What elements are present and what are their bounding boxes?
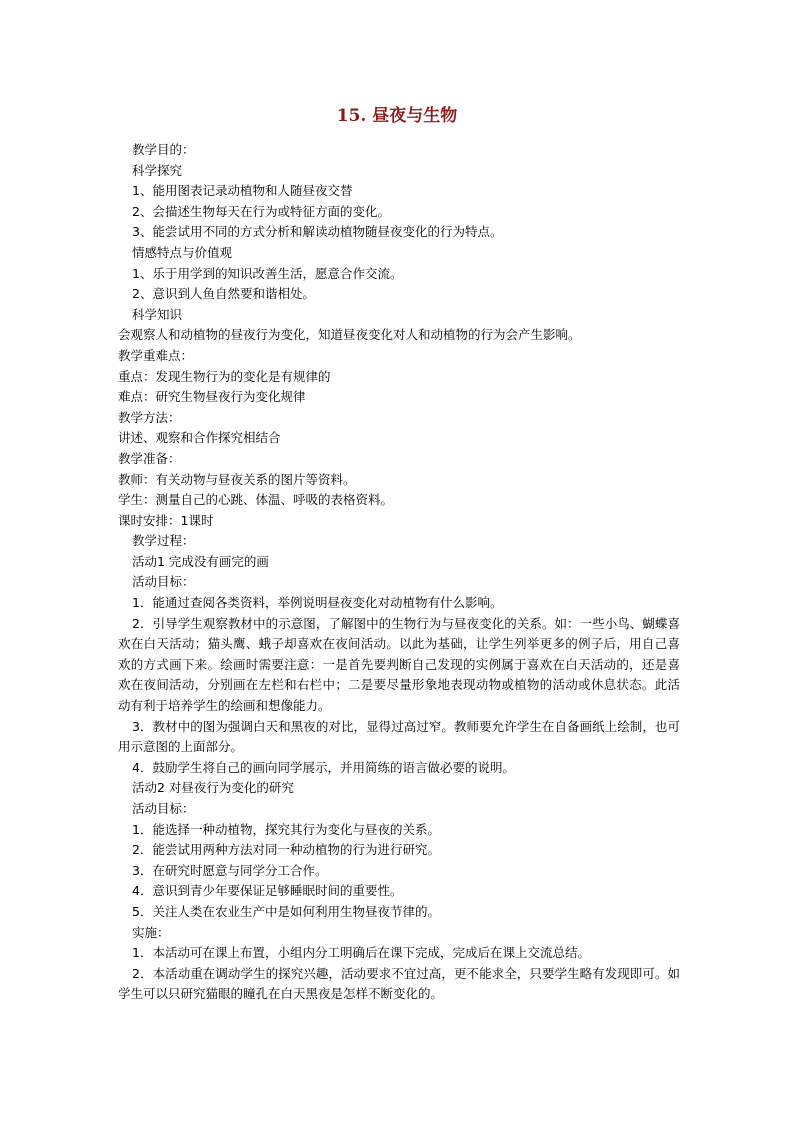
list-item: 2、意识到人鱼自然要和谐相处。 <box>132 286 315 302</box>
list-item: 3．在研究时愿意与同学分工合作。 <box>132 862 328 878</box>
list-item: 1．能通过查阅各类资料，举例说明昼夜变化对动植物有什么影响。 <box>132 595 503 611</box>
heading-science-inquiry: 科学探究 <box>132 162 183 178</box>
body-line: 课时安排：1课时 <box>118 512 214 528</box>
heading-key-difficult-points: 教学重难点： <box>118 347 194 363</box>
paragraph: 3．教材中的图为强调白天和黑夜的对比，显得过高过窄。教师要允许学生在自备画纸上绘制，也可用示意图的上面部分。 <box>118 718 680 755</box>
heading-implementation: 实施： <box>132 924 170 940</box>
paragraph: 2．引导学生观察教材中的示意图，了解图中的生物行为与昼夜变化的关系。如：一些小鸟、蝴蝶喜欢在白天活动；猫头鹰、蛾子却喜欢在夜间活动。以此为基础，让学生列举更多的例子后，用自己喜欢的方式画下来。绘画时需要注意：一是首先要判断自己发现的实例属于喜欢在白天活动的，还是喜欢在夜间活动，分别画在左栏和右栏中；二是要尽量形象地表现动物或植物的活动或休息状态。此活动有利于培养学生的绘画和想像能力。 <box>118 615 680 714</box>
body-line: 会观察人和动植物的昼夜行为变化，知道昼夜变化对人和动植物的行为会产生影响。 <box>118 327 581 343</box>
heading-science-knowledge: 科学知识 <box>132 306 183 322</box>
list-item: 1、能用图表记录动植物和人随昼夜交替 <box>132 183 353 199</box>
heading-emotion-values: 情感特点与价值观 <box>132 244 233 260</box>
heading-teaching-goals: 教学目的： <box>132 142 195 157</box>
list-item: 3、能尝试用不同的方式分析和解读动植物随昼夜变化的行为特点。 <box>132 224 503 240</box>
list-item: 4．鼓励学生将自己的画向同学展示，并用简练的语言做必要的说明。 <box>132 759 515 775</box>
body-line: 难点：研究生物昼夜行为变化规律 <box>118 389 306 405</box>
list-item: 2．能尝试用两种方法对同一种动植物的行为进行研究。 <box>132 842 440 858</box>
body-line: 学生：测量自己的心跳、体温、呼吸的表格资料。 <box>118 492 394 508</box>
list-item: 1、乐于用学到的知识改善生活，愿意合作交流。 <box>132 265 403 281</box>
list-item: 1．能选择一种动植物，探究其行为变化与昼夜的关系。 <box>132 821 440 837</box>
document-title: 15. 昼夜与生物 <box>336 106 458 126</box>
heading-teaching-prep: 教学准备： <box>118 450 181 466</box>
body-line: 重点：发现生物行为的变化是有规律的 <box>118 368 331 384</box>
heading-activity-goals: 活动目标： <box>132 574 195 590</box>
heading-activity-1: 活动1 完成没有画完的画 <box>132 553 269 569</box>
document-body <box>118 140 680 1005</box>
heading-teaching-methods: 教学方法： <box>118 409 181 425</box>
list-item: 4．意识到青少年要保证足够睡眠时间的重要性。 <box>132 883 403 899</box>
body-line: 讲述、观察和合作探究相结合 <box>118 430 281 446</box>
list-item: 1．本活动可在课上布置，小组内分工明确后在课下完成，完成后在课上交流总结。 <box>132 945 590 961</box>
heading-teaching-process: 教学过程： <box>132 533 195 549</box>
heading-activity-2: 活动2 对昼夜行为变化的研究 <box>132 780 294 796</box>
body-line: 教师：有关动物与昼夜关系的图片等资料。 <box>118 471 356 487</box>
list-item: 5．关注人类在农业生产中是如何利用生物昼夜节律的。 <box>132 903 440 919</box>
heading-activity-goals: 活动目标： <box>132 801 195 816</box>
list-item: 2、会描述生物每天在行为或特征方面的变化。 <box>132 203 390 219</box>
paragraph: 2．本活动重在调动学生的探究兴趣，活动要求不宜过高，更不能求全，只要学生略有发现即可。如学生可以只研究猫眼的瞳孔在白天黑夜是怎样不断变化的。 <box>118 965 680 1002</box>
